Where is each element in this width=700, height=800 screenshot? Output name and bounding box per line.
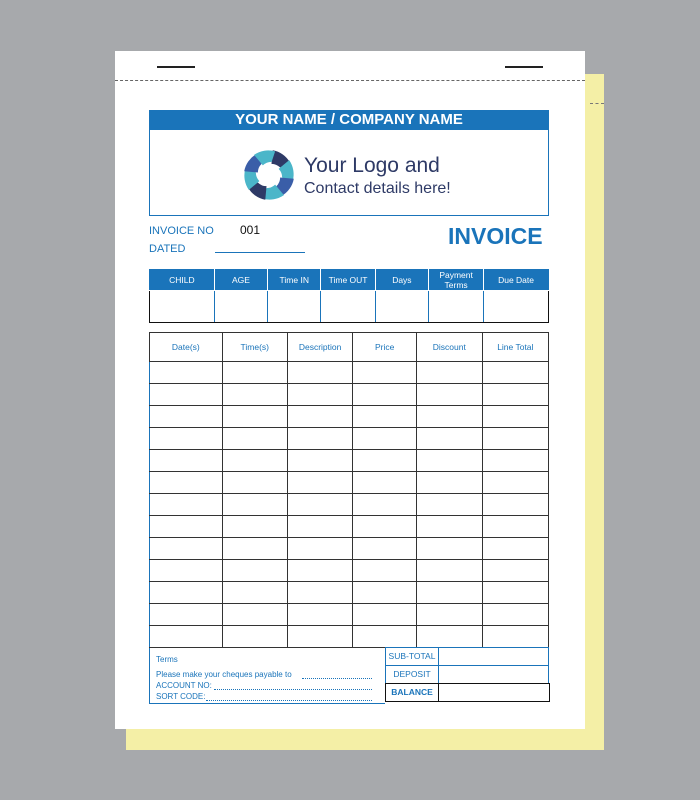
table-cell[interactable] [416, 516, 482, 538]
table-cell[interactable] [482, 406, 548, 428]
table-cell[interactable] [416, 384, 482, 406]
column-header-dates: Date(s) [150, 333, 223, 362]
table-cell[interactable] [287, 450, 352, 472]
table-cell[interactable] [222, 362, 287, 384]
table-cell[interactable] [287, 516, 352, 538]
cheques-payable-label: Please make your cheques payable to [156, 670, 292, 679]
table-row [150, 450, 549, 472]
table-cell[interactable] [353, 626, 417, 648]
table-cell[interactable] [353, 472, 417, 494]
table-cell[interactable] [482, 604, 548, 626]
table-cell[interactable] [287, 626, 352, 648]
table-cell[interactable] [482, 450, 548, 472]
column-header-times: Time(s) [222, 333, 287, 362]
table-cell[interactable] [150, 538, 223, 560]
table-cell[interactable] [150, 472, 223, 494]
table-cell[interactable] [353, 604, 417, 626]
child-cell[interactable] [150, 291, 215, 323]
column-header-price: Price [353, 333, 417, 362]
table-cell[interactable] [416, 406, 482, 428]
table-cell[interactable] [287, 604, 352, 626]
table-cell[interactable] [353, 494, 417, 516]
column-header-line-total: Line Total [482, 333, 548, 362]
deposit-field[interactable] [438, 665, 549, 684]
child-details-table [149, 269, 549, 323]
table-cell[interactable] [416, 450, 482, 472]
carbon-copy-perforation [590, 103, 604, 104]
table-cell[interactable] [416, 582, 482, 604]
table-cell[interactable] [150, 406, 223, 428]
table-cell[interactable] [150, 384, 223, 406]
table-cell[interactable] [416, 494, 482, 516]
table-cell[interactable] [416, 428, 482, 450]
table-row [150, 472, 549, 494]
table-cell[interactable] [416, 472, 482, 494]
table-cell[interactable] [222, 604, 287, 626]
table-cell[interactable] [222, 384, 287, 406]
table-cell[interactable] [287, 384, 352, 406]
table-cell[interactable] [287, 472, 352, 494]
column-header-due-date: Due Date [484, 270, 549, 291]
logo-text-line1: Your Logo and [304, 154, 440, 177]
account-no-label: ACCOUNT NO: [156, 681, 212, 690]
logo-text-line2: Contact details here! [304, 180, 451, 197]
binding-mark-right [505, 66, 543, 68]
table-cell[interactable] [416, 626, 482, 648]
table-cell[interactable] [222, 450, 287, 472]
table-cell[interactable] [222, 560, 287, 582]
table-cell[interactable] [482, 362, 548, 384]
table-cell[interactable] [353, 560, 417, 582]
table-cell[interactable] [287, 428, 352, 450]
deposit-row [385, 665, 549, 683]
table-cell[interactable] [353, 384, 417, 406]
payment-terms-cell[interactable] [429, 291, 484, 323]
table-cell[interactable] [416, 560, 482, 582]
subtotal-label: SUB-TOTAL [385, 647, 439, 666]
table-row [150, 604, 549, 626]
cheques-payable-field[interactable] [302, 678, 372, 679]
table-cell[interactable] [150, 450, 223, 472]
invoice-no-label: INVOICE NO [149, 225, 214, 237]
table-row [150, 406, 549, 428]
pinwheel-logo-icon [238, 144, 300, 206]
column-header-time-out: Time OUT [321, 270, 375, 291]
days-cell[interactable] [375, 291, 428, 323]
table-cell[interactable] [287, 362, 352, 384]
column-header-child: CHILD [150, 270, 215, 291]
deposit-label: DEPOSIT [385, 665, 439, 684]
sort-code-field[interactable] [206, 700, 372, 701]
totals-box [385, 647, 549, 701]
company-name-banner: YOUR NAME / COMPANY NAME [149, 110, 549, 130]
line-items-table [149, 332, 549, 648]
table-row [150, 428, 549, 450]
table-cell[interactable] [222, 538, 287, 560]
table-row [150, 626, 549, 648]
subtotal-row [385, 647, 549, 665]
table-cell[interactable] [482, 582, 548, 604]
table-cell[interactable] [482, 538, 548, 560]
table-row [150, 516, 549, 538]
table-cell[interactable] [150, 626, 223, 648]
table-row [150, 384, 549, 406]
table-cell[interactable] [353, 450, 417, 472]
time-out-cell[interactable] [321, 291, 375, 323]
column-header-time-in: Time IN [268, 270, 321, 291]
table-cell[interactable] [482, 626, 548, 648]
table-row [150, 582, 549, 604]
table-cell[interactable] [150, 428, 223, 450]
table-row [150, 560, 549, 582]
table-cell[interactable] [416, 538, 482, 560]
table-cell[interactable] [150, 560, 223, 582]
table-cell[interactable] [222, 428, 287, 450]
table-cell[interactable] [222, 406, 287, 428]
table-row [150, 538, 549, 560]
dated-field[interactable] [215, 252, 305, 253]
table-cell[interactable] [150, 582, 223, 604]
table-cell[interactable] [353, 428, 417, 450]
table-cell[interactable] [353, 516, 417, 538]
invoice-form-sheet [115, 51, 585, 729]
table-cell[interactable] [150, 604, 223, 626]
table-cell[interactable] [482, 428, 548, 450]
column-header-days: Days [375, 270, 428, 291]
table-cell[interactable] [222, 626, 287, 648]
table-cell[interactable] [482, 516, 548, 538]
due-date-cell[interactable] [484, 291, 549, 323]
table-cell[interactable] [482, 384, 548, 406]
sort-code-label: SORT CODE: [156, 692, 206, 701]
table-cell[interactable] [287, 406, 352, 428]
invoice-title: INVOICE [448, 223, 543, 249]
table-cell[interactable] [482, 472, 548, 494]
balance-label: BALANCE [385, 683, 439, 702]
column-header-payment-terms: Payment Terms [429, 270, 484, 291]
table-cell[interactable] [482, 560, 548, 582]
subtotal-field[interactable] [438, 647, 549, 666]
table-cell[interactable] [222, 494, 287, 516]
terms-area [149, 648, 385, 704]
age-cell[interactable] [214, 291, 267, 323]
child-details-row [150, 291, 549, 323]
column-header-description: Description [287, 333, 352, 362]
tear-off-perforation [115, 80, 585, 81]
table-cell[interactable] [222, 582, 287, 604]
table-cell[interactable] [416, 604, 482, 626]
table-cell[interactable] [287, 560, 352, 582]
time-in-cell[interactable] [268, 291, 321, 323]
binding-mark-left [157, 66, 195, 68]
invoice-no-value: 001 [240, 223, 261, 237]
table-cell[interactable] [150, 494, 223, 516]
terms-label: Terms [156, 655, 178, 664]
table-cell[interactable] [150, 516, 223, 538]
table-cell[interactable] [222, 472, 287, 494]
table-cell[interactable] [222, 516, 287, 538]
table-cell[interactable] [150, 362, 223, 384]
table-row [150, 494, 549, 516]
table-cell[interactable] [482, 494, 548, 516]
account-no-field[interactable] [214, 689, 372, 690]
table-cell[interactable] [287, 582, 352, 604]
column-header-discount: Discount [416, 333, 482, 362]
table-cell[interactable] [416, 362, 482, 384]
table-cell[interactable] [353, 406, 417, 428]
table-cell[interactable] [353, 362, 417, 384]
table-cell[interactable] [287, 494, 352, 516]
table-cell[interactable] [287, 538, 352, 560]
logo-area [149, 130, 549, 216]
dated-label: DATED [149, 243, 186, 255]
table-cell[interactable] [353, 582, 417, 604]
column-header-age: AGE [214, 270, 267, 291]
table-cell[interactable] [353, 538, 417, 560]
balance-row [385, 683, 549, 701]
table-row [150, 362, 549, 384]
balance-field[interactable] [438, 683, 550, 702]
